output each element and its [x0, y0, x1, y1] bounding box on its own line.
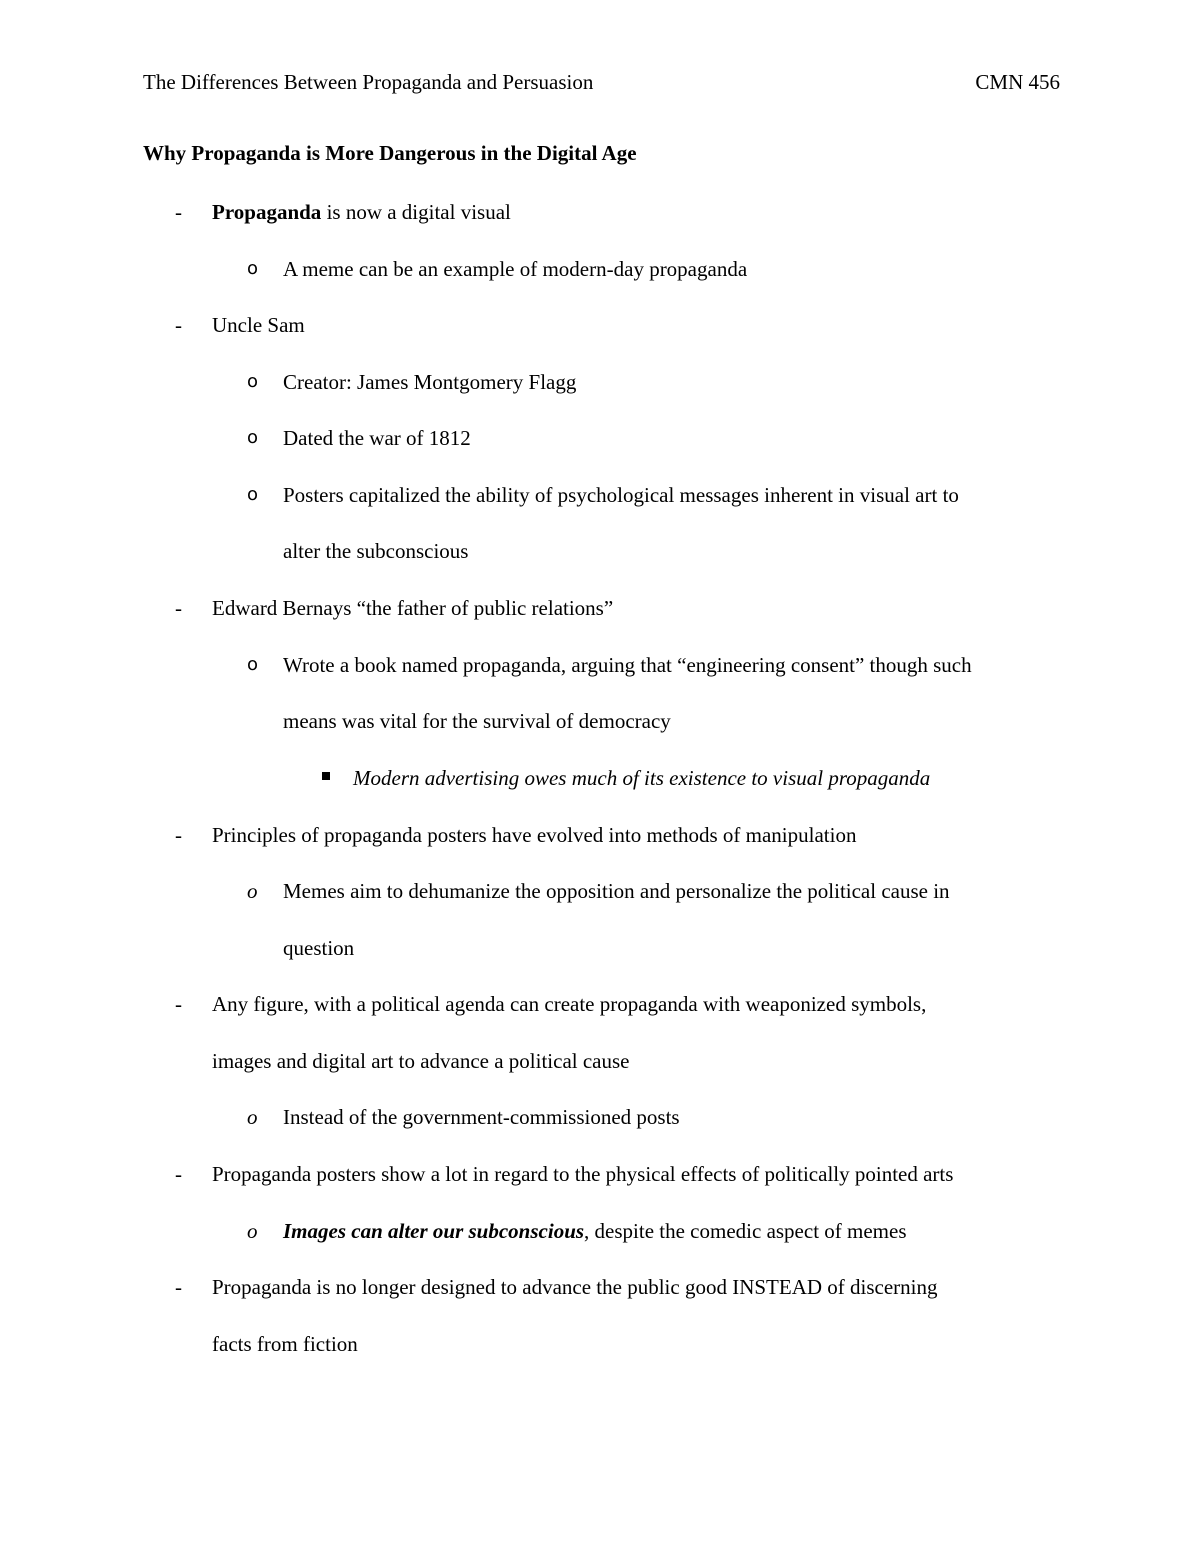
list-item	[283, 1216, 907, 1246]
list-item: Creator: James Montgomery Flagg	[283, 370, 577, 394]
list-item: Propaganda is no longer designed to advance the public good INSTEAD of discerning	[212, 1275, 938, 1299]
list-item: Memes aim to dehumanize the opposition and personalize the political cause in	[283, 879, 950, 903]
list-item: Edward Bernays “the father of public relations”	[212, 596, 614, 620]
dash-bullet: -	[175, 823, 182, 847]
circle-bullet: o	[247, 654, 259, 675]
dash-bullet: -	[175, 1275, 182, 1299]
course-code: CMN 456	[975, 70, 1060, 94]
list-item: Principles of propaganda posters have evolved into methods of manipulation	[212, 823, 857, 847]
dash-bullet: -	[175, 1162, 182, 1186]
list-item-continuation: means was vital for the survival of democracy	[283, 709, 671, 733]
section-heading: Why Propaganda is More Dangerous in the Digital Age	[143, 141, 637, 165]
list-item-continuation: images and digital art to advance a political cause	[212, 1049, 630, 1073]
circle-bullet: o	[247, 371, 259, 392]
list-item: Wrote a book named propaganda, arguing that “engineering consent” though such	[283, 653, 972, 677]
circle-bullet: o	[247, 879, 258, 903]
list-item-continuation: alter the subconscious	[283, 539, 469, 563]
document-title: The Differences Between Propaganda and Persuasion	[143, 70, 594, 94]
list-item: Uncle Sam	[212, 313, 305, 337]
list-item: Dated the war of 1812	[283, 426, 471, 450]
bold-term: Propaganda	[212, 200, 322, 224]
dash-bullet: -	[175, 200, 182, 224]
emphasis-text: Images can alter our subconscious	[283, 1219, 585, 1243]
list-item: Any figure, with a political agenda can create propaganda with weaponized symbols,	[212, 992, 927, 1016]
item-text: is now a digital visual	[321, 200, 511, 224]
list-item: Posters capitalized the ability of psychological messages inherent in visual art to	[283, 483, 959, 507]
page-header	[143, 70, 1060, 100]
list-item: Propaganda posters show a lot in regard to the physical effects of politically pointed arts	[212, 1162, 954, 1186]
circle-bullet: o	[247, 258, 259, 279]
dash-bullet: -	[175, 313, 182, 337]
list-item: Instead of the government-commissioned posts	[283, 1105, 680, 1129]
list-item-continuation: question	[283, 936, 355, 960]
list-item: Modern advertising owes much of its existence to visual propaganda	[353, 766, 931, 790]
item-text: , despite the comedic aspect of memes	[584, 1219, 907, 1243]
dash-bullet: -	[175, 992, 182, 1016]
dash-bullet: -	[175, 596, 182, 620]
list-item: A meme can be an example of modern-day propaganda	[283, 257, 748, 281]
circle-bullet: o	[247, 484, 259, 505]
square-bullet	[322, 772, 330, 780]
circle-bullet: o	[247, 1105, 258, 1129]
circle-bullet: o	[247, 427, 259, 448]
list-item	[212, 197, 511, 227]
list-item-continuation: facts from fiction	[212, 1332, 358, 1356]
circle-bullet: o	[247, 1219, 258, 1243]
